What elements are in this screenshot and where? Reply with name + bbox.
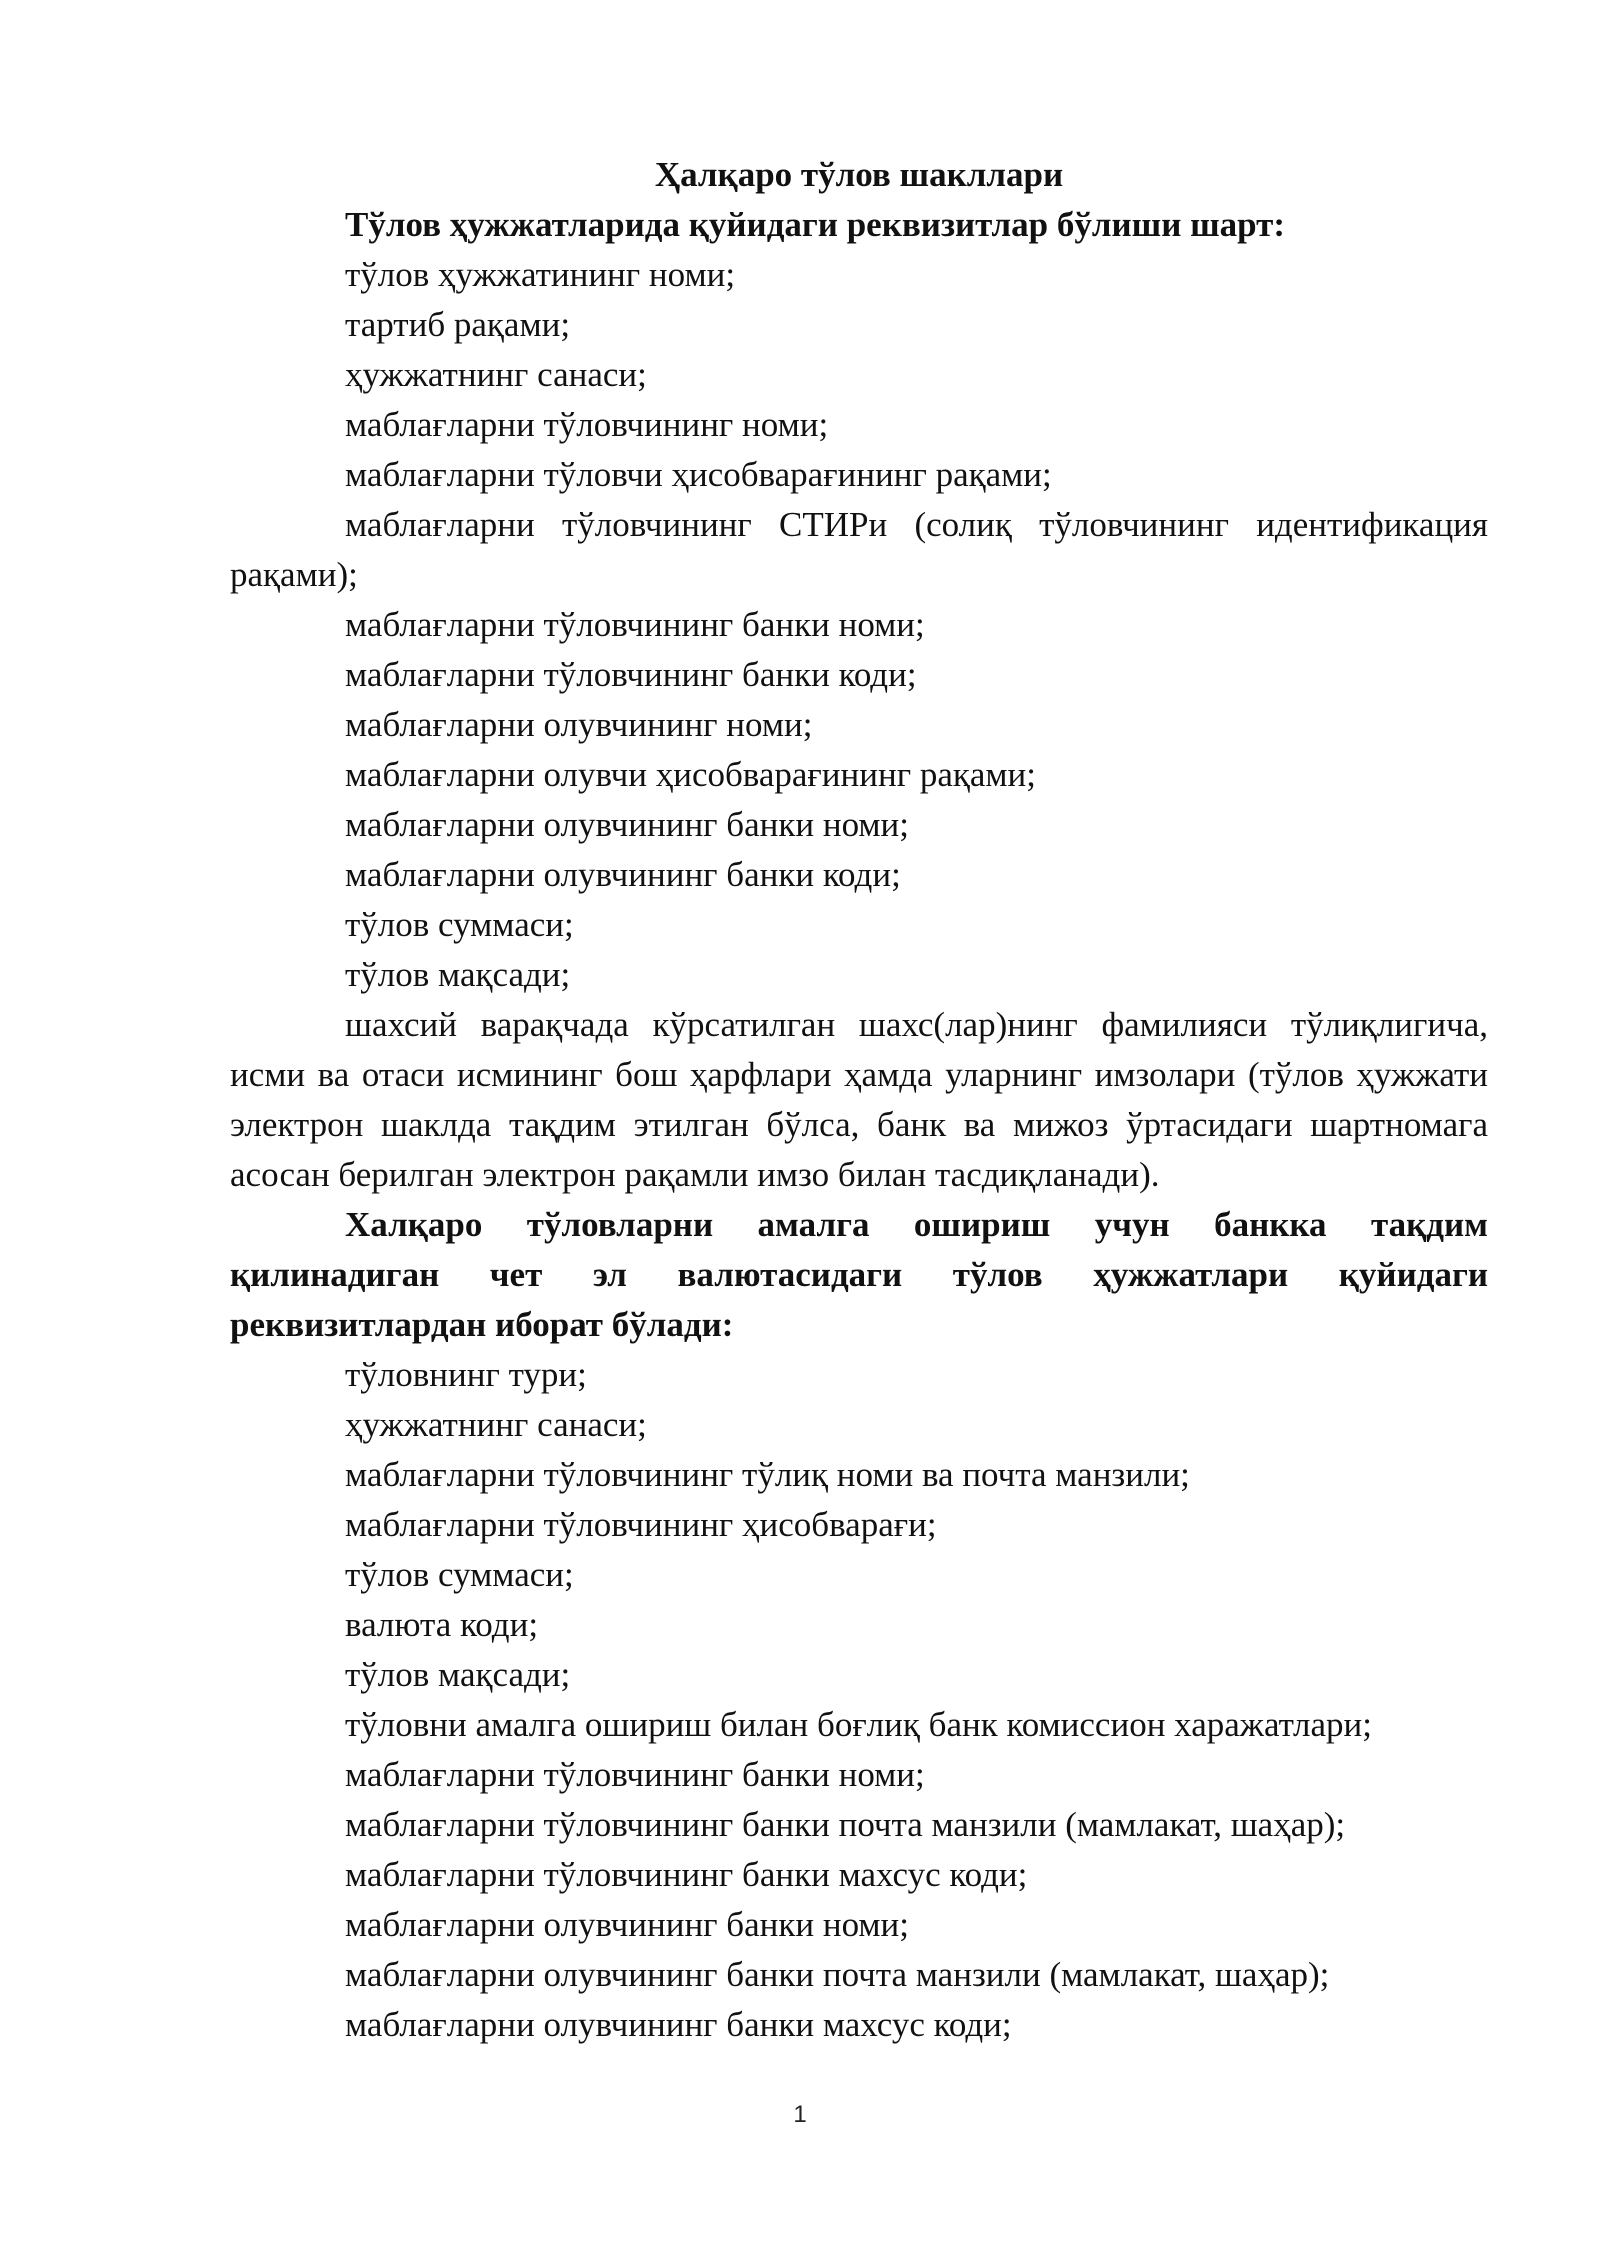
list-item: тўлов суммаси; [345,905,574,944]
section-heading: Тўлов ҳужжатларида қуйидаги реквизитлар бўлиши шарт: [345,205,1286,244]
list-item: маблағларни тўловчи ҳисобварағининг рақами; [345,455,1052,494]
list-item: ҳужжатнинг санаси; [345,355,647,394]
list-item: валюта коди; [345,1605,539,1644]
list-item: маблағларни олувчининг банки махсус коди; [345,2005,1012,2044]
list-item: тўлов мақсади; [345,955,571,994]
list-item: маблағларни тўловчининг ҳисобварағи; [345,1505,937,1544]
list-item: тўловнинг тури; [345,1355,587,1394]
list-item: шахсий варақчада кўрсатилган шахс(лар)нинг фамилияси тўлиқлигича, исми ва отаси исмининг бош ҳарфлари ҳамда уларнинг имзолари (тўлов ҳужжати электрон шаклда тақдим этилган бўлса, банк ва мижоз ўртасидаги шартномага асосан берилган электрон рақамли имзо билан тасдиқланади). [230,1005,1488,1194]
list-item: тўлов ҳужжатининг номи; [345,255,736,294]
list-item: тўлов мақсади; [345,1655,571,1694]
list-item: тўлов суммаси; [345,1555,574,1594]
list-item: маблағларни тўловчининг СТИРи (солиқ тўловчининг идентификация рақами); [230,505,1488,594]
list-item: маблағларни олувчи ҳисобварағининг рақами; [345,755,1036,794]
document-title: Ҳалқаро тўлов шакллари [654,155,1064,194]
list-item: маблағларни олувчининг номи; [345,705,813,744]
list-item: тартиб рақами; [345,305,571,344]
list-item: маблағларни тўловчининг тўлиқ номи ва почта манзили; [345,1455,1190,1494]
list-item: маблағларни олувчининг банки номи; [345,1905,909,1944]
list-item: маблағларни тўловчининг банки номи; [345,605,925,644]
list-item: маблағларни тўловчининг банки махсус коди; [345,1855,1028,1894]
list-item: маблағларни тўловчининг номи; [345,405,829,444]
list-item: маблағларни олувчининг банки коди; [345,855,901,894]
page-number: 1 [793,2101,807,2128]
list-item: маблағларни тўловчининг банки номи; [345,1755,925,1794]
section-international-requisites [230,1200,1488,2050]
list-item: ҳужжатнинг санаси; [345,1405,647,1444]
section-required-requisites [230,200,1488,1200]
list-item: маблағларни тўловчининг банки почта манзили (мамлакат, шаҳар); [345,1805,1346,1844]
document-page [230,150,1488,2050]
list-item: маблағларни тўловчининг банки коди; [345,655,917,694]
list-item: тўловни амалга ошириш билан боғлиқ банк комиссион харажатлари; [345,1705,1372,1744]
section-heading: Халқаро тўловларни амалга ошириш учун банкка тақдим қилинадиган чет эл валютасидаги тўлов ҳужжатлари қуйидаги реквизитлардан иборат бўлади: [230,1205,1488,1344]
list-item: маблағларни олувчининг банки почта манзили (мамлакат, шаҳар); [345,1955,1330,1994]
list-item: маблағларни олувчининг банки номи; [345,805,909,844]
